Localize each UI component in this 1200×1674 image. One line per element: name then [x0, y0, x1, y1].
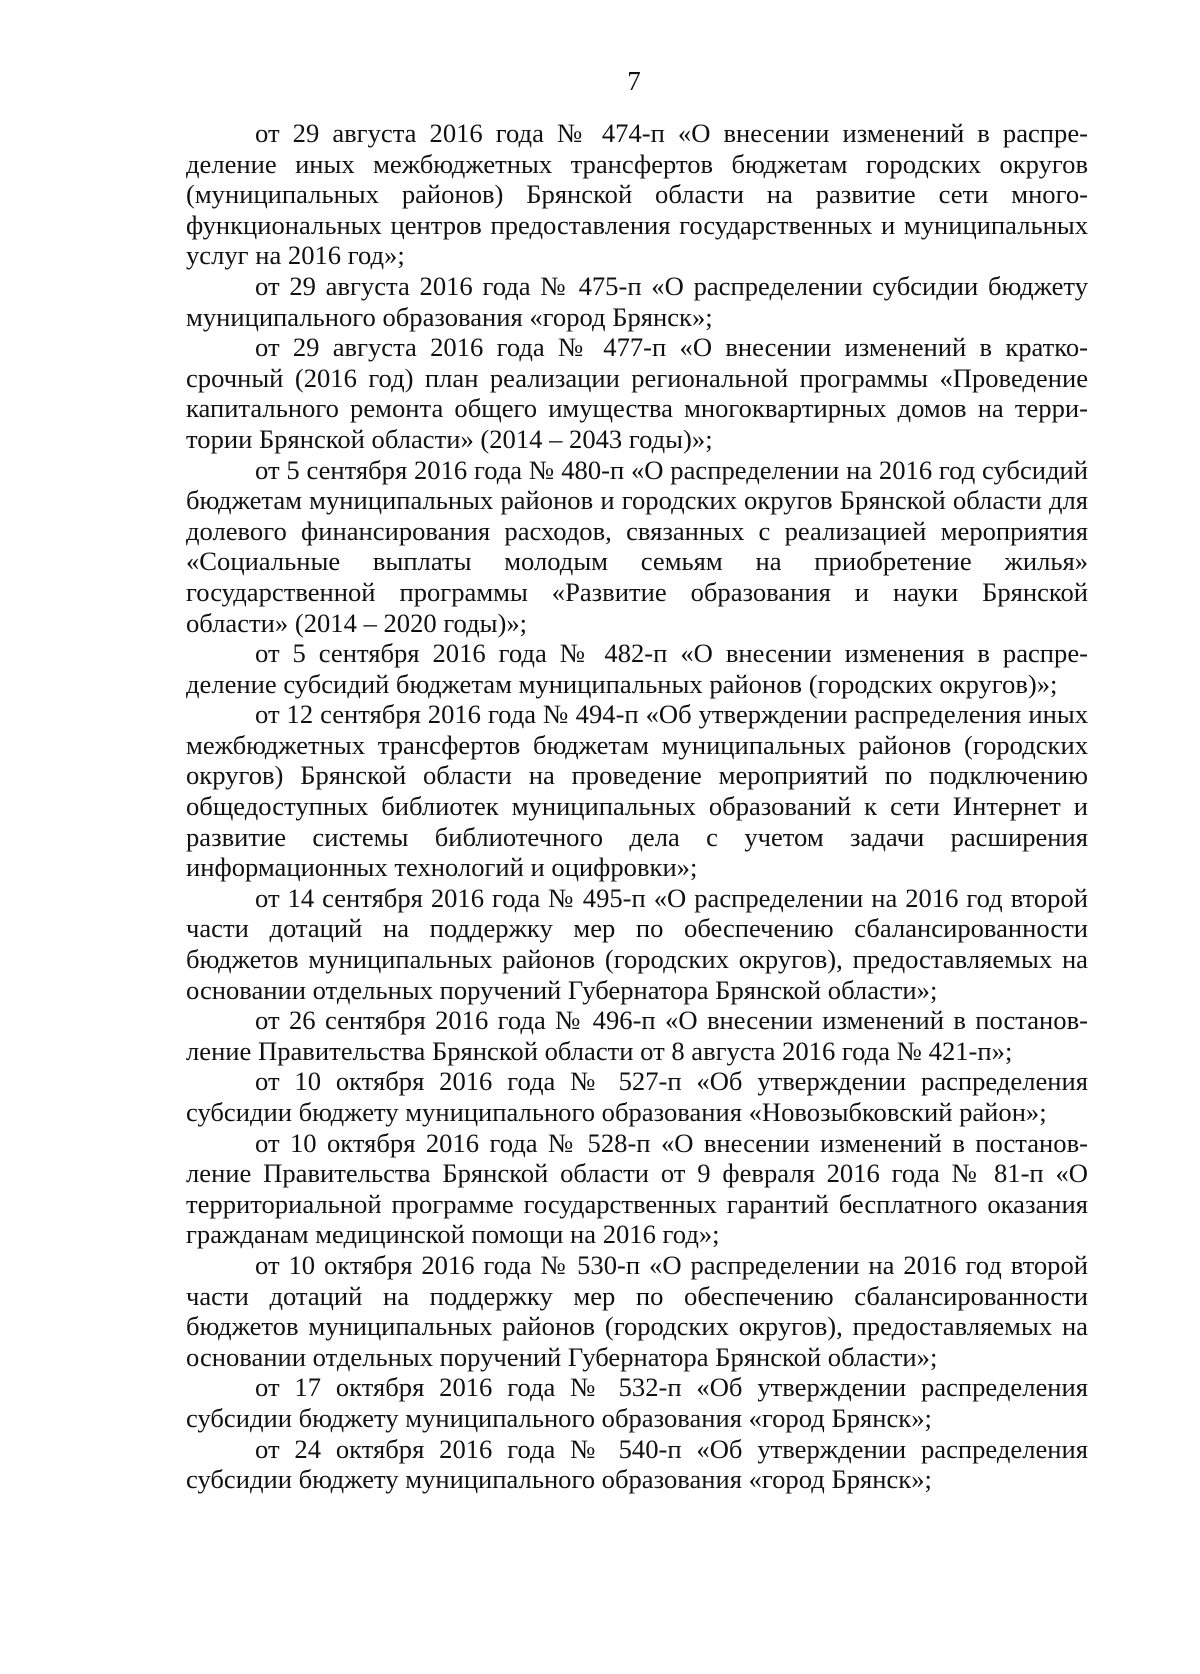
resolution-item-540: от 24 октября 2016 года № 540-п «Об утверждении распределения субсидии бюджету муниципального образования «город Брянск»;	[186, 1433, 1088, 1495]
resolution-item-474: от 29 августа 2016 года № 474-п «О внесении изменений в распределение иных межбюджетных трансфертов бюджетам городских округов (муниципальных районов) Брянской области на развитие сети многофункциональных центров предоставления государственных и муниципальных услуг на 2016 год»;	[186, 118, 1088, 271]
resolution-item-530: от 10 октября 2016 года № 530-п «О распределении на 2016 год второй части дотаций на поддержку мер по обеспечению сбалансированности бюджетов муниципальных районов (городских округов), предоставляемых на основании отдельных поручений Губернатора Брянской области»;	[186, 1249, 1088, 1372]
resolution-item-477: от 29 августа 2016 года № 477-п «О внесении изменений в краткосрочный (2016 год) план реализации региональной программы «Проведение капитального ремонта общего имущества многоквартирных домов на территории Брянской области» (2014 – 2043 годы)»;	[186, 332, 1088, 454]
resolution-item-527: от 10 октября 2016 года № 527-п «Об утверждении распределения субсидии бюджету муниципального образования «Новозыбковский район»;	[186, 1066, 1088, 1127]
resolution-item-480: от 5 сентября 2016 года № 480-п «О распределении на 2016 год субсидий бюджетам муниципальных районов и городских округов Брянской области для долевого финансирования расходов, связанных с реализацией мероприятия «Социальные выплаты молодым семьям на приобретение жилья» государственной программы «Развитие образования и науки Брянской области» (2014 – 2020 годы)»;	[186, 454, 1088, 638]
resolution-item-482: от 5 сентября 2016 года № 482-п «О внесении изменения в распределение субсидий бюджетам муниципальных районов (городских округов)»;	[186, 638, 1088, 699]
page-number: 7	[627, 66, 641, 96]
resolution-item-532: от 17 октября 2016 года № 532-п «Об утверждении распределения субсидии бюджету муниципального образования «город Брянск»;	[186, 1372, 1088, 1433]
resolution-item-496: от 26 сентября 2016 года № 496-п «О внесении изменений в постановление Правительства Брянской области от 8 августа 2016 года № 421-п»;	[186, 1005, 1088, 1066]
resolution-item-528: от 10 октября 2016 года № 528-п «О внесении изменений в постановление Правительства Брянской области от 9 февраля 2016 года № 81-п «О территориальной программе государственных гарантий бесплатного оказания гражданам медицинской помощи на 2016 год»;	[186, 1127, 1088, 1250]
resolution-item-475: от 29 августа 2016 года № 475-п «О распределении субсидии бюджету муниципального образования «город Брянск»;	[186, 270, 1088, 332]
resolution-item-495: от 14 сентября 2016 года № 495-п «О распределении на 2016 год второй части дотаций на поддержку мер по обеспечению сбалансированности бюджетов муниципальных районов (городских округов), предоставляемых на основании отдельных поручений Губернатора Брянской области»;	[186, 882, 1088, 1005]
resolution-item-494: от 12 сентября 2016 года № 494-п «Об утверждении распределения иных межбюджетных трансфертов бюджетам муниципальных районов (городских округов) Брянской области на проведение мероприятий по подключению общедоступных библиотек муниципальных образований к сети Интернет и развитие системы библиотечного дела с учетом задачи расширения информационных технологий и оцифровки»;	[186, 699, 1088, 883]
document-body	[186, 118, 1088, 1495]
